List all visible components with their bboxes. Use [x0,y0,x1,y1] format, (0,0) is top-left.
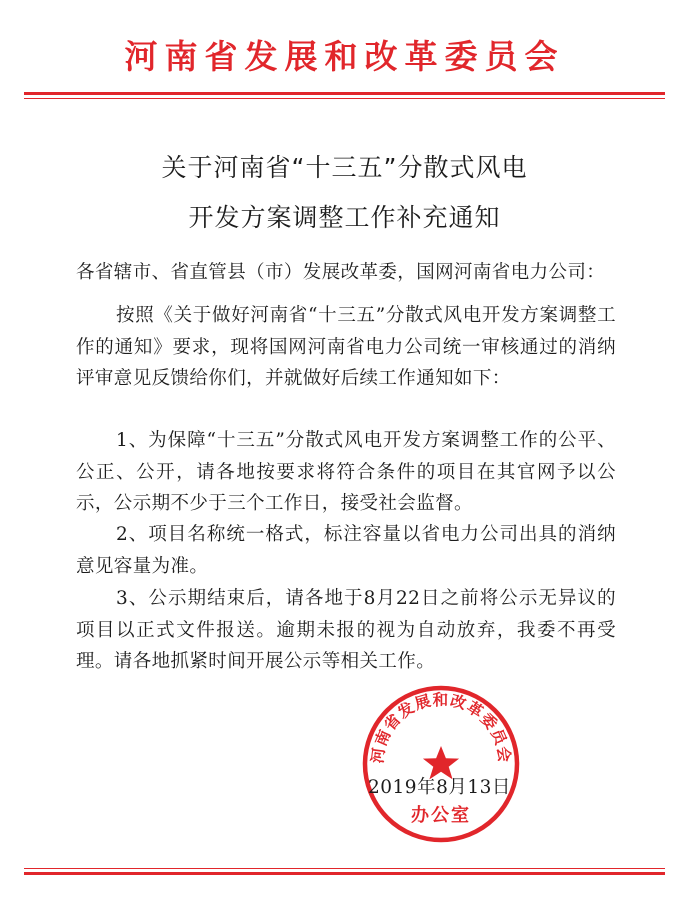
footer-divider-thin [24,868,665,869]
seal-arc-text: 河南省发展和改革委员会 [367,689,515,765]
official-seal [360,683,522,845]
letterhead-org-name: 河南省发展和改革委员会 [124,37,565,76]
body-paragraph-item-2: 2、项目名称统一格式，标注容量以省电力公司出具的消纳意见容量为准。 [76,524,616,577]
addressee-line: 各省辖市、省直管县（市）发展改革委，国网河南省电力公司： [76,262,606,283]
body-paragraph-intro: 按照《关于做好河南省“十三五”分散式风电开发方案调整工作的通知》要求，现将国网河南省电力公司统一审核通过的消纳评审意见反馈给你们，并就做好后续工作通知如下： [76,305,616,389]
body-paragraph-item-1: 1、为保障“十三五”分散式风电开发方案调整工作的公平、公正、公开，请各地按要求将符合条件的项目在其官网予以公示，公示期不少于三个工作日，接受社会监督。 [76,430,616,514]
notice-title-line-2: 开发方案调整工作补充通知 [188,203,501,232]
body-paragraph-item-3: 3、公示期结束后，请各地于8月22日之前将公示无异议的项目以正式文件报送。逾期未报的视为自动放弃，我委不再受理。请各地抓紧时间开展公示等相关工作。 [76,588,616,672]
letterhead-divider-thick [24,92,665,95]
letterhead-divider-thin [24,98,665,99]
signature-date: 2019年8月13日 [368,777,511,798]
notice-title-line-1: 关于河南省“十三五”分散式风电 [161,153,528,182]
footer-divider-thick [24,872,665,875]
seal-bottom-text: 办公室 [411,805,471,826]
